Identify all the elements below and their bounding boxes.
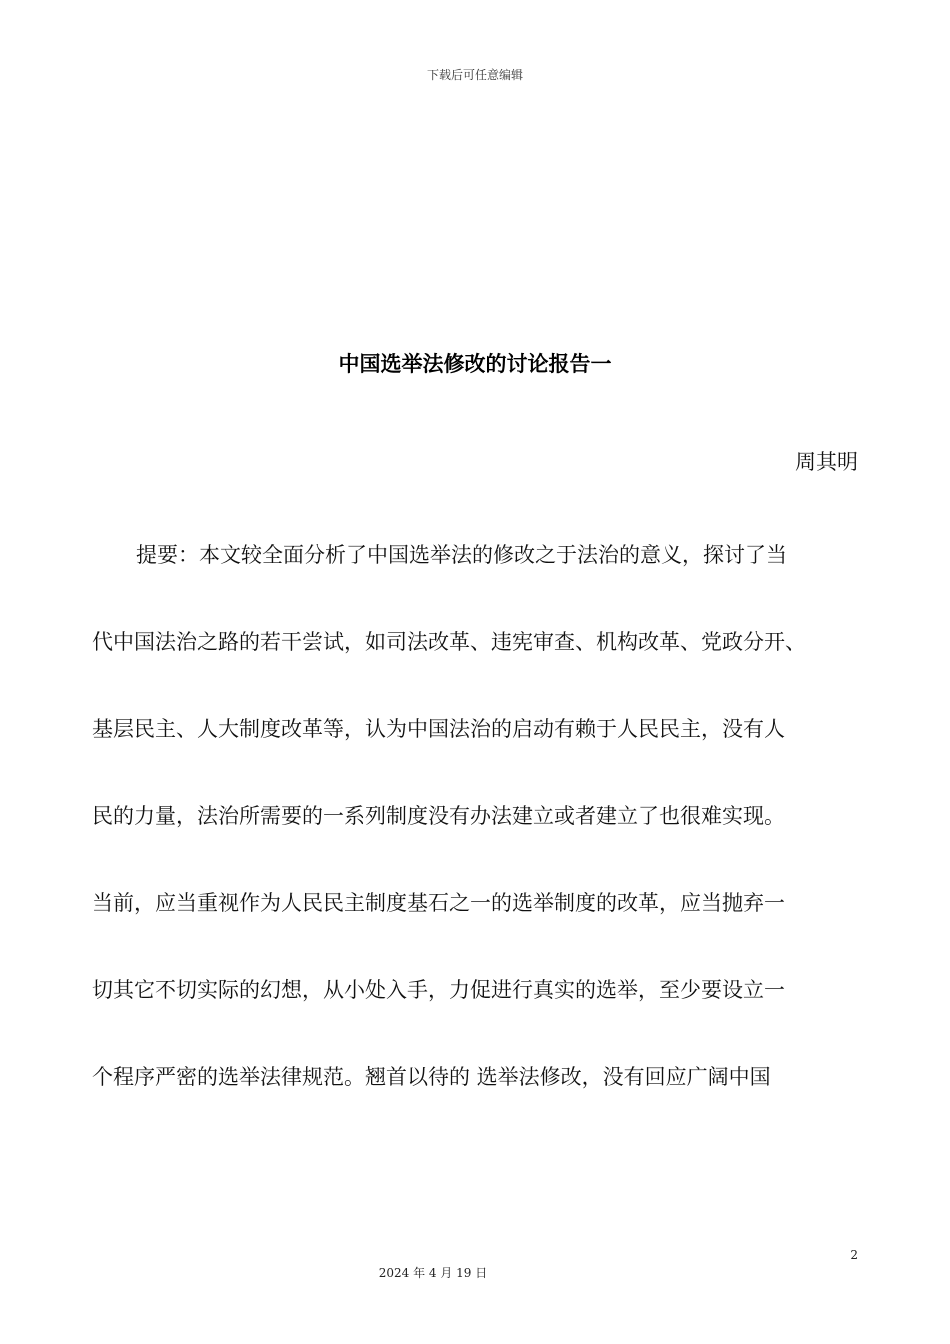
footer-date: 2024 年 4 月 19 日 — [378, 1266, 488, 1280]
abstract-line-6: 切其它不切实际的幻想，从小处入手，力促进行真实的选举，至少要设立一 — [92, 978, 785, 1002]
abstract-line-2: 代中国法治之路的若干尝试，如司法改革、违宪审查、机构改革、党政分开、 — [92, 630, 806, 654]
abstract-line-7: 个程序严密的选举法律规范。翘首以待的 选举法修改，没有回应广阔中国 — [92, 1065, 771, 1089]
document-author: 周其明 — [795, 450, 858, 474]
abstract-line-4: 民的力量，法治所需要的一系列制度没有办法建立或者建立了也很难实现。 — [92, 804, 785, 828]
abstract-line-3: 基层民主、人大制度改革等，认为中国法治的启动有赖于人民民主，没有人 — [92, 717, 785, 741]
document-title: 中国选举法修改的讨论报告一 — [338, 352, 612, 376]
header-note: 下载后可任意编辑 — [426, 68, 523, 82]
page-number: 2 — [850, 1248, 858, 1262]
abstract-line-5: 当前，应当重视作为人民民主制度基石之一的选举制度的改革，应当抛弃一 — [92, 891, 785, 915]
abstract-line-1: 提要：本文较全面分析了中国选举法的修改之于法治的意义，探讨了当 — [136, 543, 787, 567]
